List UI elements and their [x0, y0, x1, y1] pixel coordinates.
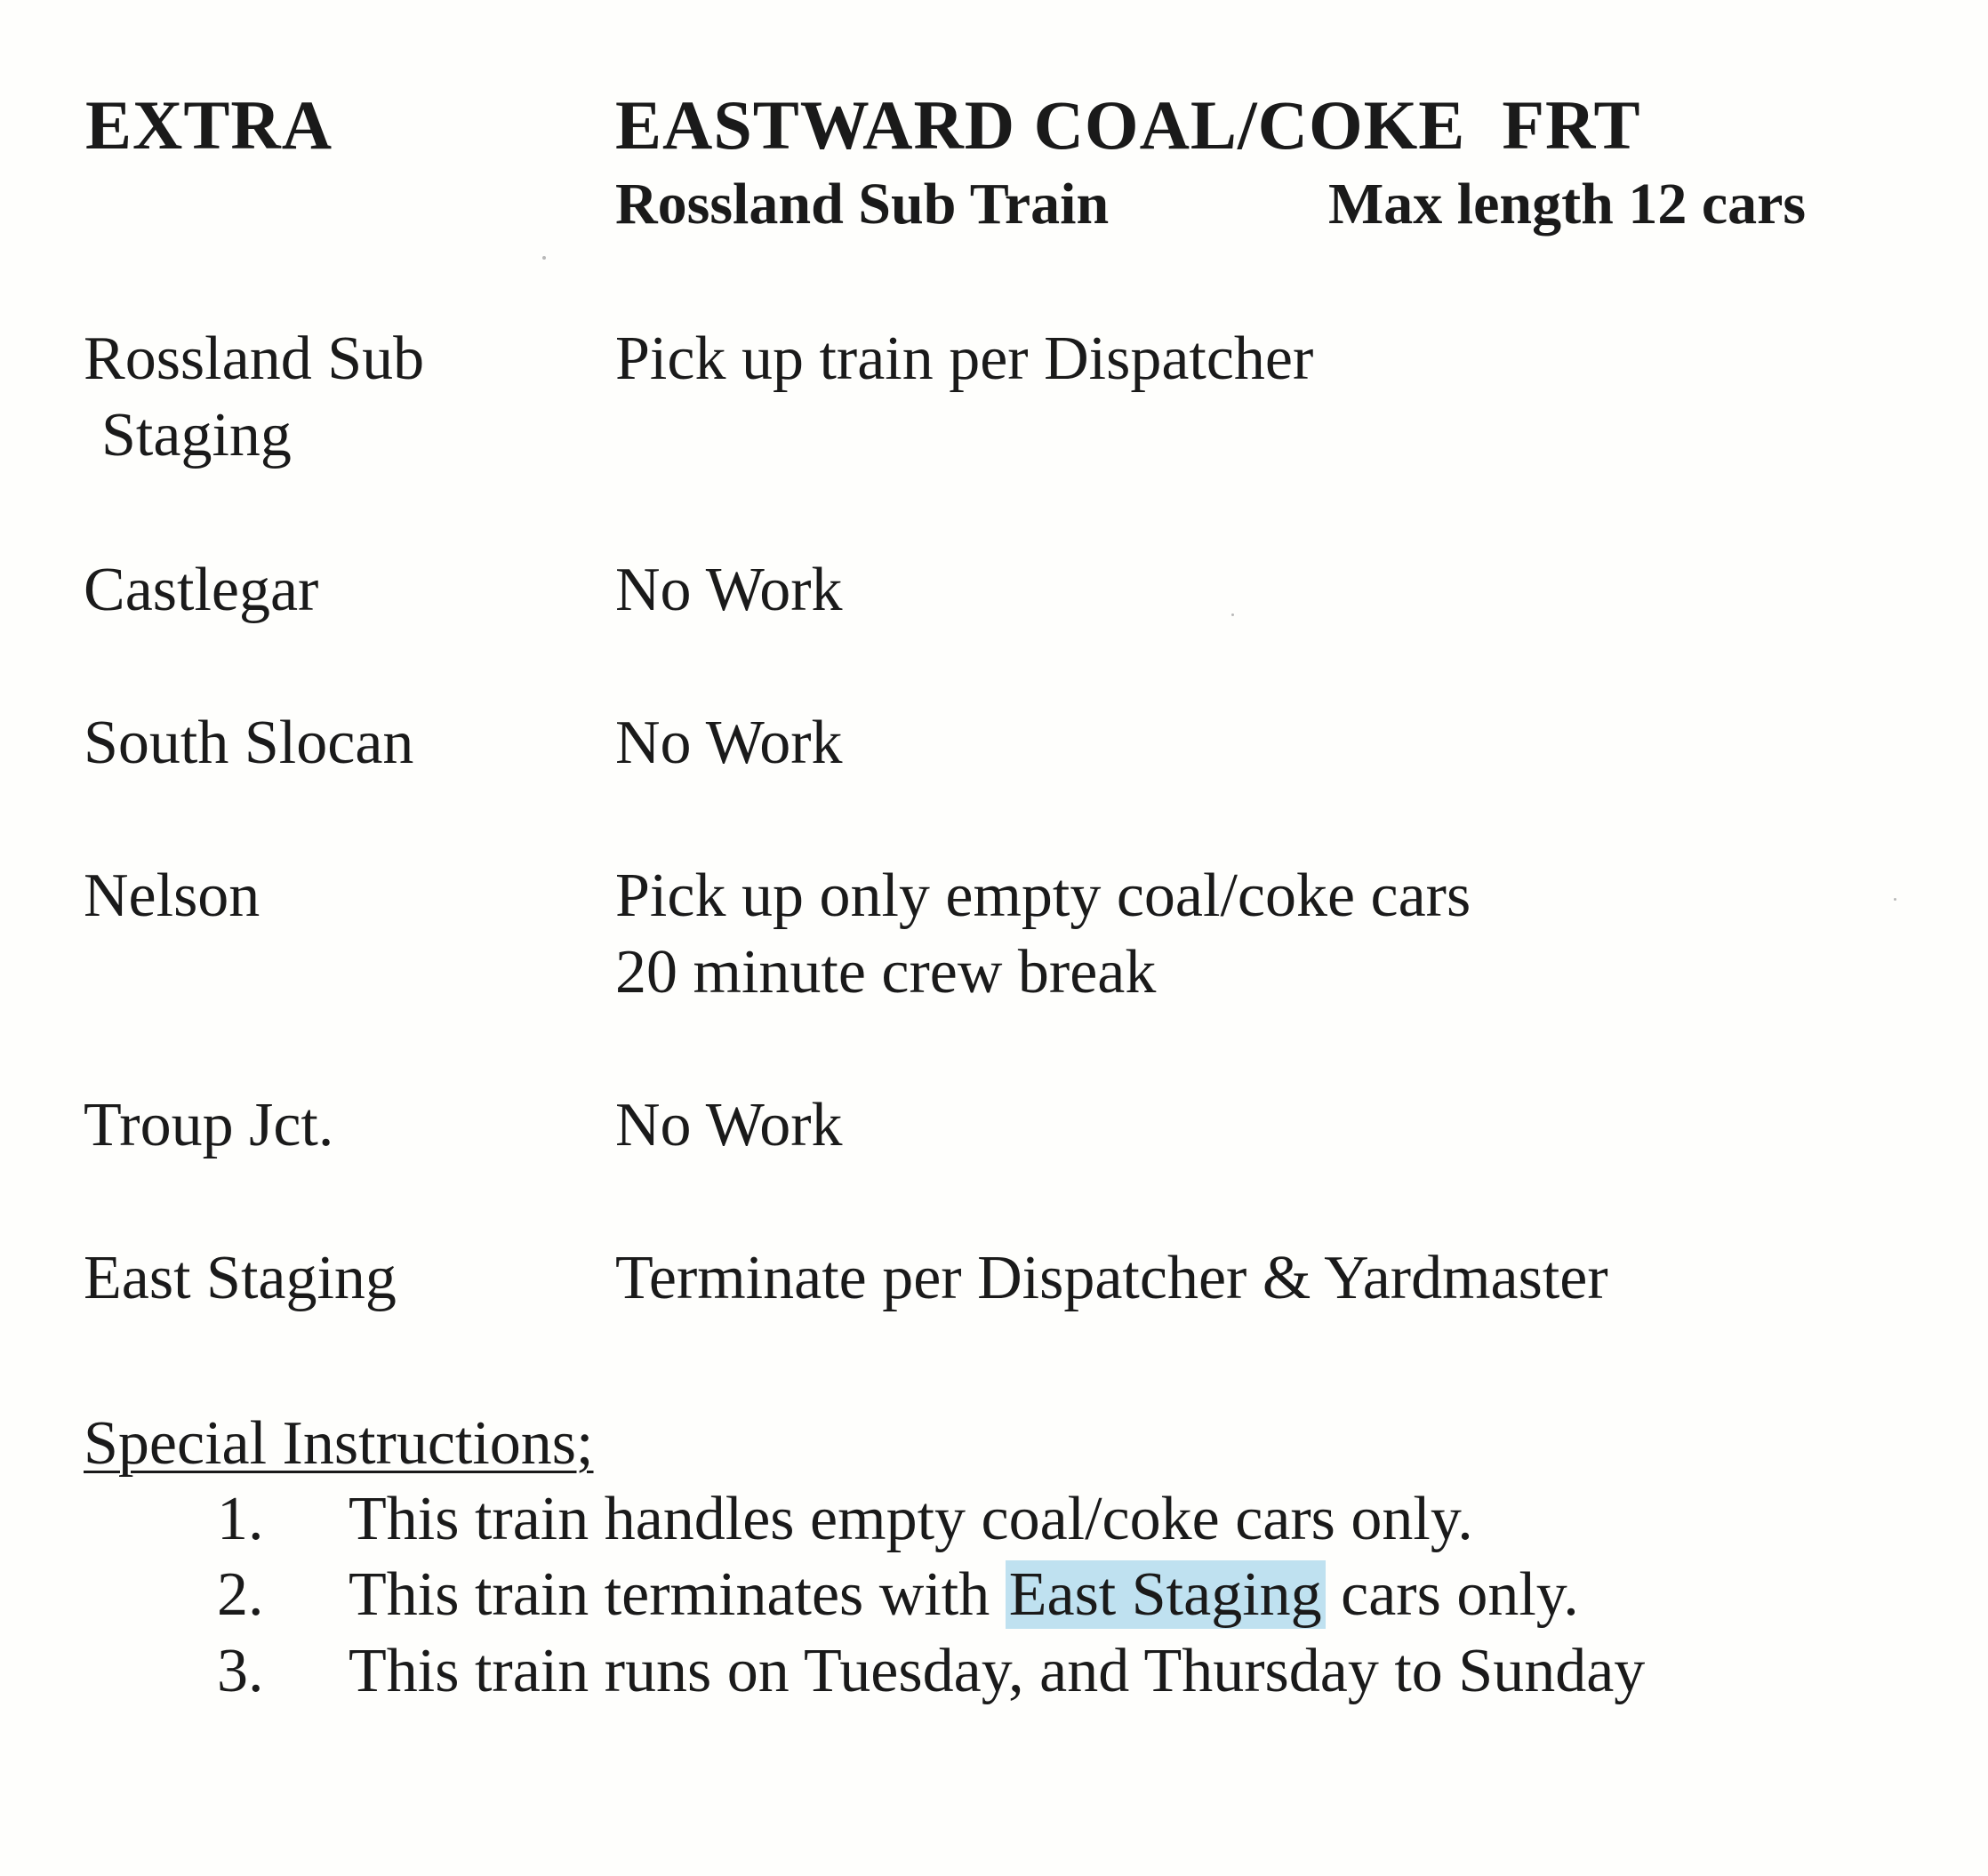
list-item-text: cars only.: [1325, 1560, 1579, 1629]
station-instruction: Pick up train per Dispatcher: [615, 325, 1314, 393]
list-item: [349, 1556, 1579, 1634]
list-item-text: This train terminates with: [349, 1560, 1006, 1629]
station-instruction: Terminate per Dispatcher & Yardmaster: [615, 1244, 1608, 1312]
train-name: EASTWARD COAL/COKE FRT: [615, 86, 1641, 164]
station-instruction: No Work: [615, 1091, 843, 1159]
list-item-number: 3.: [217, 1637, 264, 1705]
station-name-cont: Staging: [101, 401, 292, 469]
train-type: EXTRA: [85, 86, 333, 164]
station-instruction: No Work: [615, 556, 843, 624]
subdivision-label: Rossland Sub Train: [615, 172, 1110, 237]
scan-speck: [542, 256, 546, 260]
station-instruction-cont: 20 minute crew break: [615, 938, 1157, 1006]
station-instruction: Pick up only empty coal/coke cars: [615, 862, 1471, 930]
scan-speck: [1894, 898, 1896, 901]
station-name: East Staging: [84, 1244, 397, 1312]
station-name: South Slocan: [84, 709, 414, 777]
station-name: Nelson: [84, 862, 261, 930]
list-item-number: 2.: [217, 1560, 264, 1629]
station-name: Rossland Sub: [84, 325, 425, 393]
list-item: This train handles empty coal/coke cars only.: [349, 1485, 1473, 1553]
scan-speck: [1231, 613, 1234, 616]
max-length-label: Max length 12 cars: [1328, 172, 1807, 237]
station-instruction: No Work: [615, 709, 843, 777]
highlighted-text: East Staging: [1006, 1560, 1326, 1629]
list-item: This train runs on Tuesday, and Thursday to Sunday: [349, 1637, 1646, 1705]
station-name: Castlegar: [84, 556, 319, 624]
list-item-number: 1.: [217, 1485, 264, 1553]
station-name: Troup Jct.: [84, 1091, 334, 1159]
special-instructions-title: Special Instructions;: [84, 1409, 594, 1478]
